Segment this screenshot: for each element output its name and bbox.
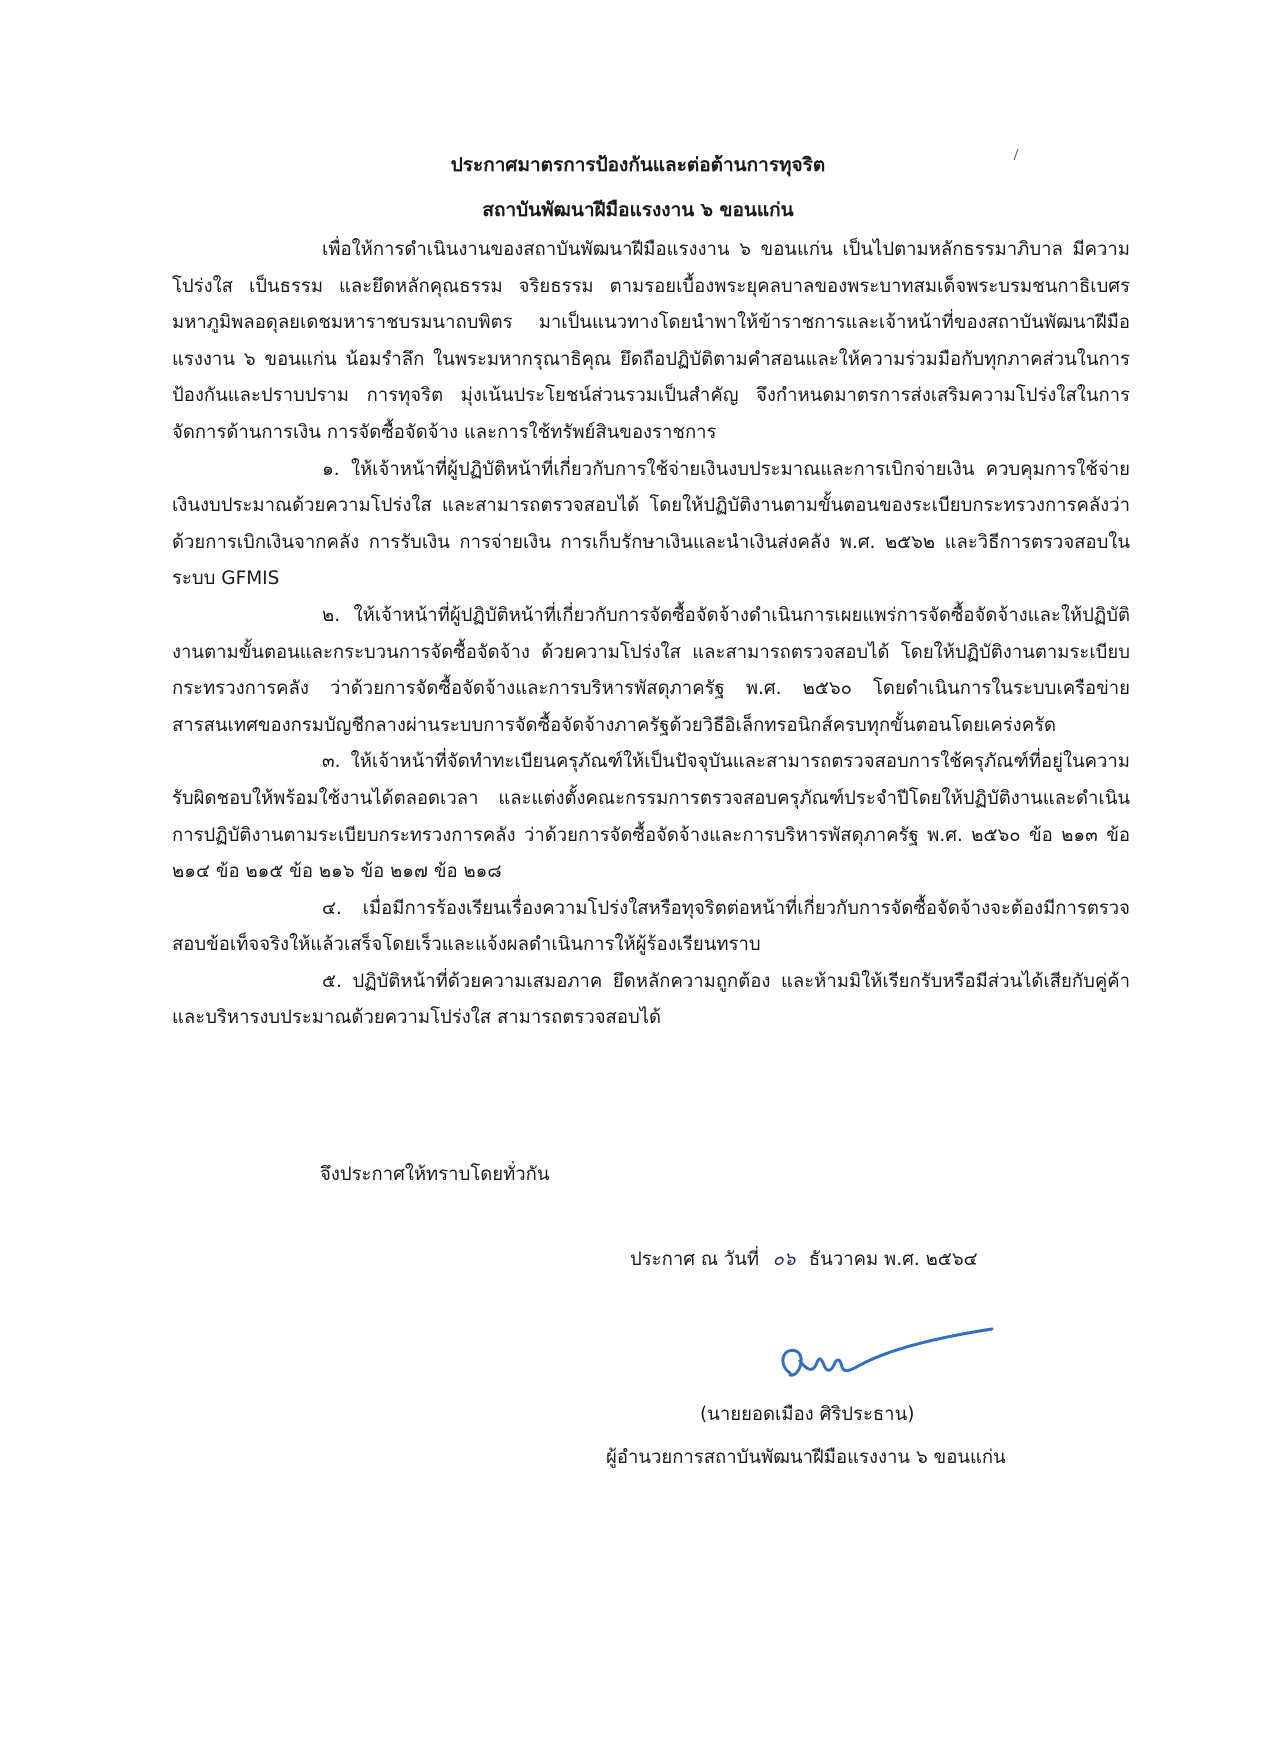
measure-item-2: ๒. ให้เจ้าหน้าที่ผู้ปฏิบัติหน้าที่เกี่ยวกับการจัดซื้อจัดจ้างดำเนินการเผยแพร่การจัดซื้อจัดจ้างและให้ปฏิบัติงานตามขั้นตอนและกระบวนการจัดซื้อจัดจ้าง ด้วยความโปร่งใส และสามารถตรวจสอบได้ โดยให้ปฏิบัติงานตามระเบียบกระทรวงการคลัง ว่าด้วยการจัดซื้อจัดจ้างและการบริหารพัสดุภาครัฐ พ.ศ. ๒๕๖๐ โดยดำเนินการในระบบเครือข่ายสารสนเทศของกรมบัญชีกลางผ่านระบบการจัดซื้อจัดจ้างภาครัฐด้วยวิธีอิเล็กทรอนิกส์ครบทุกขั้นตอนโดยเคร่งครัด xyxy=(172,604,1130,736)
measure-item-1: ๑. ให้เจ้าหน้าที่ผู้ปฏิบัติหน้าที่เกี่ยวกับการใช้จ่ายเงินงบประมาณและการเบิกจ่ายเงิน ควบคุมการใช้จ่ายเงินงบประมาณด้วยความโปร่งใส และสามารถตรวจสอบได้ โดยให้ปฏิบัติงานตามขั้นตอนของระเบียบกระทรวงการคลังว่าด้วยการเบิกเงินจากคลัง การรับเงิน การจ่ายเงิน การเก็บรักษาเงินและนำเงินส่งคลัง พ.ศ. ๒๕๖๒ และวิธีการตรวจสอบในระบบ GFMIS xyxy=(172,458,1130,590)
announcement-date xyxy=(630,1245,978,1274)
measure-item-4: ๔. เมื่อมีการร้องเรียนเรื่องความโปร่งใสหรือทุจริตต่อหน้าที่เกี่ยวกับการจัดซื้อจัดจ้างจะต้องมีการตรวจสอบข้อเท็จจริงให้แล้วเสร็จโดยเร็วและแจ้งผลดำเนินการให้ผู้ร้องเรียนทราบ xyxy=(172,897,1130,956)
closing-statement: จึงประกาศให้ทราบโดยทั่วกัน xyxy=(320,1164,550,1185)
signer-position: ผู้อำนวยการสถาบันพัฒนาฝีมือแรงงาน ๖ ขอนแก่น xyxy=(606,1447,1006,1468)
intro-paragraph: เพื่อให้การดำเนินงานของสถาบันพัฒนาฝีมือแรงงาน ๖ ขอนแก่น เป็นไปตามหลักธรรมาภิบาล มีความโปร่งใส เป็นธรรม และยึดหลักคุณธรรม จริยธรรม ตามรอยเบื้องพระยุคลบาลของพระบาทสมเด็จพระบรมชนกาธิเบศร มหาภูมิพลอดุลยเดชมหาราชบรมนาถบพิตร มาเป็นแนวทางโดยนำพาให้ข้าราชการและเจ้าหน้าที่ของสถาบันพัฒนาฝีมือแรงงาน ๖ ขอนแก่น น้อมรำลึก ในพระมหากรุณาธิคุณ ยึดถือปฏิบัติตามคำสอนและให้ความร่วมมือกับทุกภาคส่วนในการป้องกันและปราบปราม การทุจริต มุ่งเน้นประโยชน์ส่วนรวมเป็นสำคัญ จึงกำหนดมาตรการส่งเสริมความโปร่งใสในการจัดการด้านการเงิน การจัดซื้อจัดจ้าง และการใช้ทรัพย์สินของราชการ xyxy=(172,239,1130,443)
handwritten-signature xyxy=(770,1325,1000,1395)
measure-item-5: ๕. ปฏิบัติหน้าที่ด้วยความเสมอภาค ยึดหลักความถูกต้อง และห้ามมิให้เรียกรับหรือมีส่วนได้เสียกับคู่ค้า และบริหารงบประมาณด้วยความโปร่งใส สามารถตรวจสอบได้ xyxy=(172,970,1130,1029)
date-prefix: ประกาศ ณ วันที่ xyxy=(630,1249,760,1270)
measure-item-3: ๓. ให้เจ้าหน้าที่จัดทำทะเบียนครุภัณฑ์ให้เป็นปัจจุบันและสามารถตรวจสอบการใช้ครุภัณฑ์ที่อยู่ในความรับผิดชอบให้พร้อมใช้งานได้ตลอดเวลา และแต่งตั้งคณะกรรมการตรวจสอบครุภัณฑ์ประจำปีโดยให้ปฏิบัติงานและดำเนินการปฏิบัติงานตามระเบียบกระทรวงการคลัง ว่าด้วยการจัดซื้อจัดจ้างและการบริหารพัสดุภาครัฐ พ.ศ. ๒๕๖๐ ข้อ ๒๑๓ ข้อ ๒๑๔ ข้อ ๒๑๕ ข้อ ๒๑๖ ข้อ ๒๑๗ ข้อ ๒๑๘ xyxy=(172,751,1130,883)
document-title: ประกาศมาตรการป้องกันและต่อต้านการทุจริต xyxy=(450,154,826,176)
date-day: ๐๖ xyxy=(772,1249,796,1270)
organization-name: สถาบันพัฒนาฝีมือแรงงาน ๖ ขอนแก่น xyxy=(482,199,794,221)
date-suffix: ธันวาคม พ.ศ. ๒๕๖๔ xyxy=(808,1249,978,1270)
signer-name: (นายยอดเมือง ศิริประธาน) xyxy=(700,1404,915,1425)
announcement-body xyxy=(172,232,1130,1037)
